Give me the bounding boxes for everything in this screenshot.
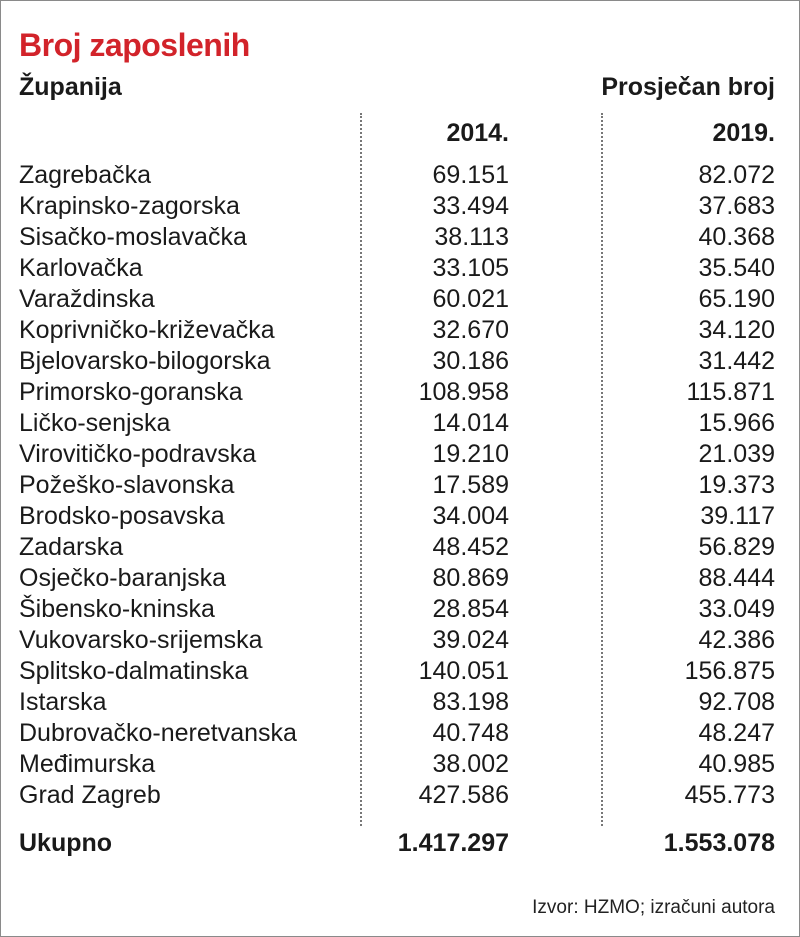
table-row (1, 532, 799, 563)
county-name: Splitsko-dalmatinska (19, 657, 249, 685)
county-name: Zagrebačka (19, 161, 152, 189)
value-2019: 82.072 (698, 161, 775, 189)
value-2014: 28.854 (432, 595, 509, 623)
table-row (1, 501, 799, 532)
value-2014: 83.198 (432, 688, 509, 716)
county-name: Sisačko-moslavačka (19, 223, 247, 251)
value-2014: 33.105 (432, 254, 509, 282)
table-row (1, 718, 799, 749)
table-row (1, 625, 799, 656)
value-2019: 33.049 (698, 595, 775, 623)
county-name: Šibensko-kninska (19, 595, 215, 623)
county-name: Virovitičko-podravska (19, 440, 257, 468)
value-2019: 65.190 (698, 285, 775, 313)
value-2019: 88.444 (698, 564, 775, 592)
value-2019: 19.373 (698, 471, 775, 499)
value-2014: 14.014 (432, 409, 509, 437)
value-2019: 56.829 (698, 533, 775, 561)
county-name: Primorsko-goranska (19, 378, 243, 406)
column-header-average: Prosječan broj (601, 73, 775, 101)
table-row (1, 656, 799, 687)
value-2019: 48.247 (698, 719, 775, 747)
figure-title: Broj zaposlenih (19, 27, 250, 63)
source-note: Izvor: HZMO; izračuni autora (532, 897, 775, 918)
table-row (1, 346, 799, 377)
value-2014: 140.051 (418, 657, 509, 685)
table-row (1, 160, 799, 191)
value-2019: 40.368 (698, 223, 775, 251)
county-name: Krapinsko-zagorska (19, 192, 240, 220)
table-row (1, 253, 799, 284)
value-2019: 115.871 (686, 378, 775, 406)
table-row (1, 594, 799, 625)
value-2014: 48.452 (432, 533, 509, 561)
county-name: Zadarska (19, 533, 124, 561)
value-2019: 42.386 (698, 626, 775, 654)
value-2019: 21.039 (698, 440, 775, 468)
value-2019: 40.985 (698, 750, 775, 778)
value-2014: 80.869 (432, 564, 509, 592)
value-2019: 35.540 (698, 254, 775, 282)
county-name: Bjelovarsko-bilogorska (19, 347, 271, 375)
table-body (1, 160, 799, 811)
value-2014: 33.494 (432, 192, 509, 220)
county-name: Vukovarsko-srijemska (19, 626, 263, 654)
county-name: Požeško-slavonska (19, 471, 235, 499)
table-row (1, 563, 799, 594)
value-2019: 34.120 (698, 316, 775, 344)
total-row (1, 826, 799, 860)
county-name: Karlovačka (19, 254, 143, 282)
value-2014: 38.002 (432, 750, 509, 778)
value-2019: 455.773 (684, 781, 775, 809)
value-2014: 32.670 (432, 316, 509, 344)
table-row (1, 470, 799, 501)
value-2014: 427.586 (418, 781, 509, 809)
value-2014: 19.210 (432, 440, 509, 468)
value-2014: 40.748 (432, 719, 509, 747)
table-row (1, 780, 799, 811)
value-2019: 39.117 (700, 502, 775, 530)
column-header-year-2014: 2014. (446, 119, 509, 147)
table-row (1, 408, 799, 439)
table-row (1, 222, 799, 253)
county-name: Grad Zagreb (19, 781, 161, 809)
column-header-county: Županija (19, 73, 122, 101)
value-2014: 34.004 (432, 502, 509, 530)
value-2014: 17.589 (432, 471, 509, 499)
table-row (1, 377, 799, 408)
table-row (1, 191, 799, 222)
table-row (1, 687, 799, 718)
value-2019: 156.875 (684, 657, 775, 685)
county-name: Varaždinska (19, 285, 155, 313)
table-row (1, 749, 799, 780)
county-name: Koprivničko-križevačka (19, 316, 275, 344)
county-name: Osječko-baranjska (19, 564, 227, 592)
column-header-year-2019: 2019. (712, 119, 775, 147)
value-2014: 60.021 (432, 285, 509, 313)
table-row (1, 439, 799, 470)
value-2019: 31.442 (698, 347, 775, 375)
value-2014: 30.186 (432, 347, 509, 375)
county-name: Brodsko-posavska (19, 502, 225, 530)
county-name: Istarska (19, 688, 107, 716)
total-value-2014: 1.417.297 (397, 829, 509, 857)
value-2019: 15.966 (698, 409, 775, 437)
value-2019: 92.708 (698, 688, 775, 716)
county-name: Dubrovačko-neretvanska (19, 719, 297, 747)
value-2014: 39.024 (432, 626, 509, 654)
value-2019: 37.683 (698, 192, 775, 220)
value-2014: 69.151 (432, 161, 509, 189)
county-name: Međimurska (19, 750, 156, 778)
total-value-2019: 1.553.078 (663, 829, 775, 857)
county-name: Ličko-senjska (19, 409, 171, 437)
table-row (1, 315, 799, 346)
value-2014: 38.113 (434, 223, 509, 251)
table-row (1, 284, 799, 315)
total-label: Ukupno (19, 829, 113, 857)
value-2014: 108.958 (418, 378, 509, 406)
